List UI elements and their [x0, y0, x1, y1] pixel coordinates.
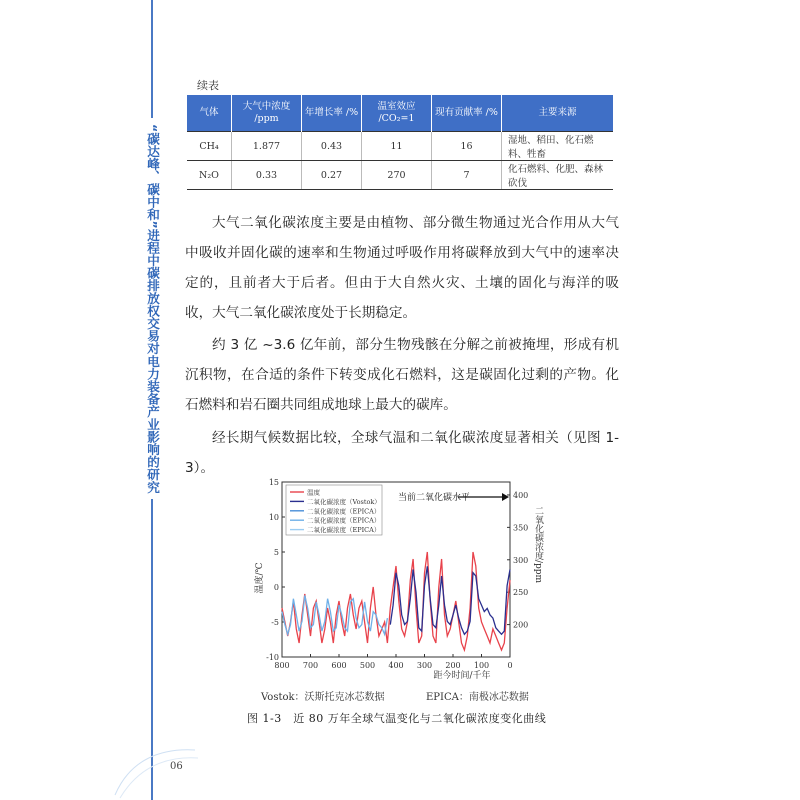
- x-tick-label: 800: [274, 661, 290, 670]
- table-cell: 1.877: [232, 132, 302, 161]
- y-right-tick-label: 350: [513, 523, 529, 533]
- header-growth-rate: 年增长率 /%: [302, 95, 362, 132]
- y-right-tick-label: 400: [513, 490, 529, 500]
- table-cell: 0.43: [302, 132, 362, 161]
- x-tick-label: 0: [507, 661, 513, 670]
- table-cell: 11: [362, 132, 432, 161]
- y-right-tick-label: 300: [513, 555, 529, 565]
- header-source: 主要来源: [502, 95, 614, 132]
- figure-caption: 图 1-3 近 80 万年全球气温变化与二氧化碳浓度变化曲线: [247, 712, 547, 725]
- paragraph-fossil-fuel: 约 3 亿 ~3.6 亿年前，部分生物残骸在分解之前被掩埋，形成有机沉积物，在合适的条件下转变成化石燃料，这是碳固化过剩的产物。化石燃料和岩石圈共同组成地球上最大的碳库。: [185, 337, 619, 413]
- y-left-tick-label: -10: [266, 653, 279, 662]
- source-note-epica: EPICA：南极冰芯数据: [426, 692, 529, 703]
- y-left-tick-label: 15: [268, 478, 279, 487]
- table-cell: 0.33: [232, 161, 302, 190]
- y-right-tick-label: 200: [513, 620, 529, 630]
- x-tick-label: 300: [416, 661, 433, 670]
- source-note-vostok: Vostok：沃斯托克冰芯数据: [261, 692, 385, 703]
- header-contribution: 现有贡献率 /%: [432, 95, 502, 132]
- header-gas: 气体: [187, 95, 232, 132]
- x-tick-label: 700: [302, 661, 319, 670]
- x-tick-label: 200: [445, 661, 461, 670]
- x-tick-label: 400: [388, 661, 404, 670]
- y-left-tick-label: -5: [271, 618, 279, 627]
- table-cell: 0.27: [302, 161, 362, 190]
- table-cell: 270: [362, 161, 432, 190]
- table-cell: N₂O: [187, 161, 232, 190]
- y-axis-label-left: 温度/℃: [255, 562, 265, 594]
- table-header-row: [187, 95, 613, 132]
- y-left-tick-label: 0: [273, 583, 279, 592]
- legend-label: 二氧化碳浓度（EPICA）: [307, 507, 381, 516]
- table-cell: 7: [432, 161, 502, 190]
- paragraph-correlation: 经长期气候数据比较，全球气温和二氧化碳浓度显著相关（见图 1-3）。: [185, 430, 619, 476]
- y-left-tick-label: 10: [268, 513, 279, 522]
- table-cell: CH₄: [187, 132, 232, 161]
- x-tick-label: 500: [359, 661, 376, 670]
- gas-table: [187, 95, 613, 190]
- x-tick-label: 100: [473, 661, 490, 670]
- table-continued-label: 续表: [197, 79, 219, 92]
- decorative-swirl: [110, 740, 200, 800]
- temperature-co2-chart: [250, 466, 550, 684]
- paragraph-co2-balance: 大气二氧化碳浓度主要是由植物、部分微生物通过光合作用从大气中吸收并固化碳的速率和生物通过呼吸作用将碳释放到大气中的速率决定的，且前者大于后者。但由于大自然火灾、土壤的固化与海洋的吸收，大气二氧化碳浓度处于长期稳定。: [185, 215, 619, 321]
- table-row: [187, 132, 613, 161]
- running-title: “碳达峰、碳中和”进程中碳排放权交易对电力装备产业影响的研究: [142, 118, 160, 499]
- x-axis-label: 距今时间/千年: [433, 671, 491, 681]
- y-right-tick-label: 250: [513, 588, 529, 598]
- y-left-tick-label: 5: [273, 548, 279, 557]
- legend-label: 二氧化碳浓度（EPICA）: [307, 516, 381, 525]
- table-cell: 16: [432, 132, 502, 161]
- header-greenhouse-effect: 温室效应 /CO₂=1: [362, 95, 432, 132]
- table-cell: 湿地、稻田、化石燃料、牲畜: [502, 132, 614, 161]
- legend-label: 二氧化碳浓度（Vostok）: [307, 497, 381, 506]
- current-co2-annotation: 当前二氧化碳水平: [398, 493, 471, 503]
- header-concentration: 大气中浓度 /ppm: [232, 95, 302, 132]
- legend-label: 二氧化碳浓度（EPICA）: [307, 526, 381, 535]
- x-tick-label: 600: [331, 661, 347, 670]
- table-cell: 化石燃料、化肥、森林砍伐: [502, 161, 614, 190]
- page-number: 06: [170, 761, 183, 772]
- legend-label: 温度: [307, 488, 320, 497]
- table-row: [187, 161, 613, 190]
- y-axis-label-right: 二氧化碳浓度/ppm: [533, 506, 543, 584]
